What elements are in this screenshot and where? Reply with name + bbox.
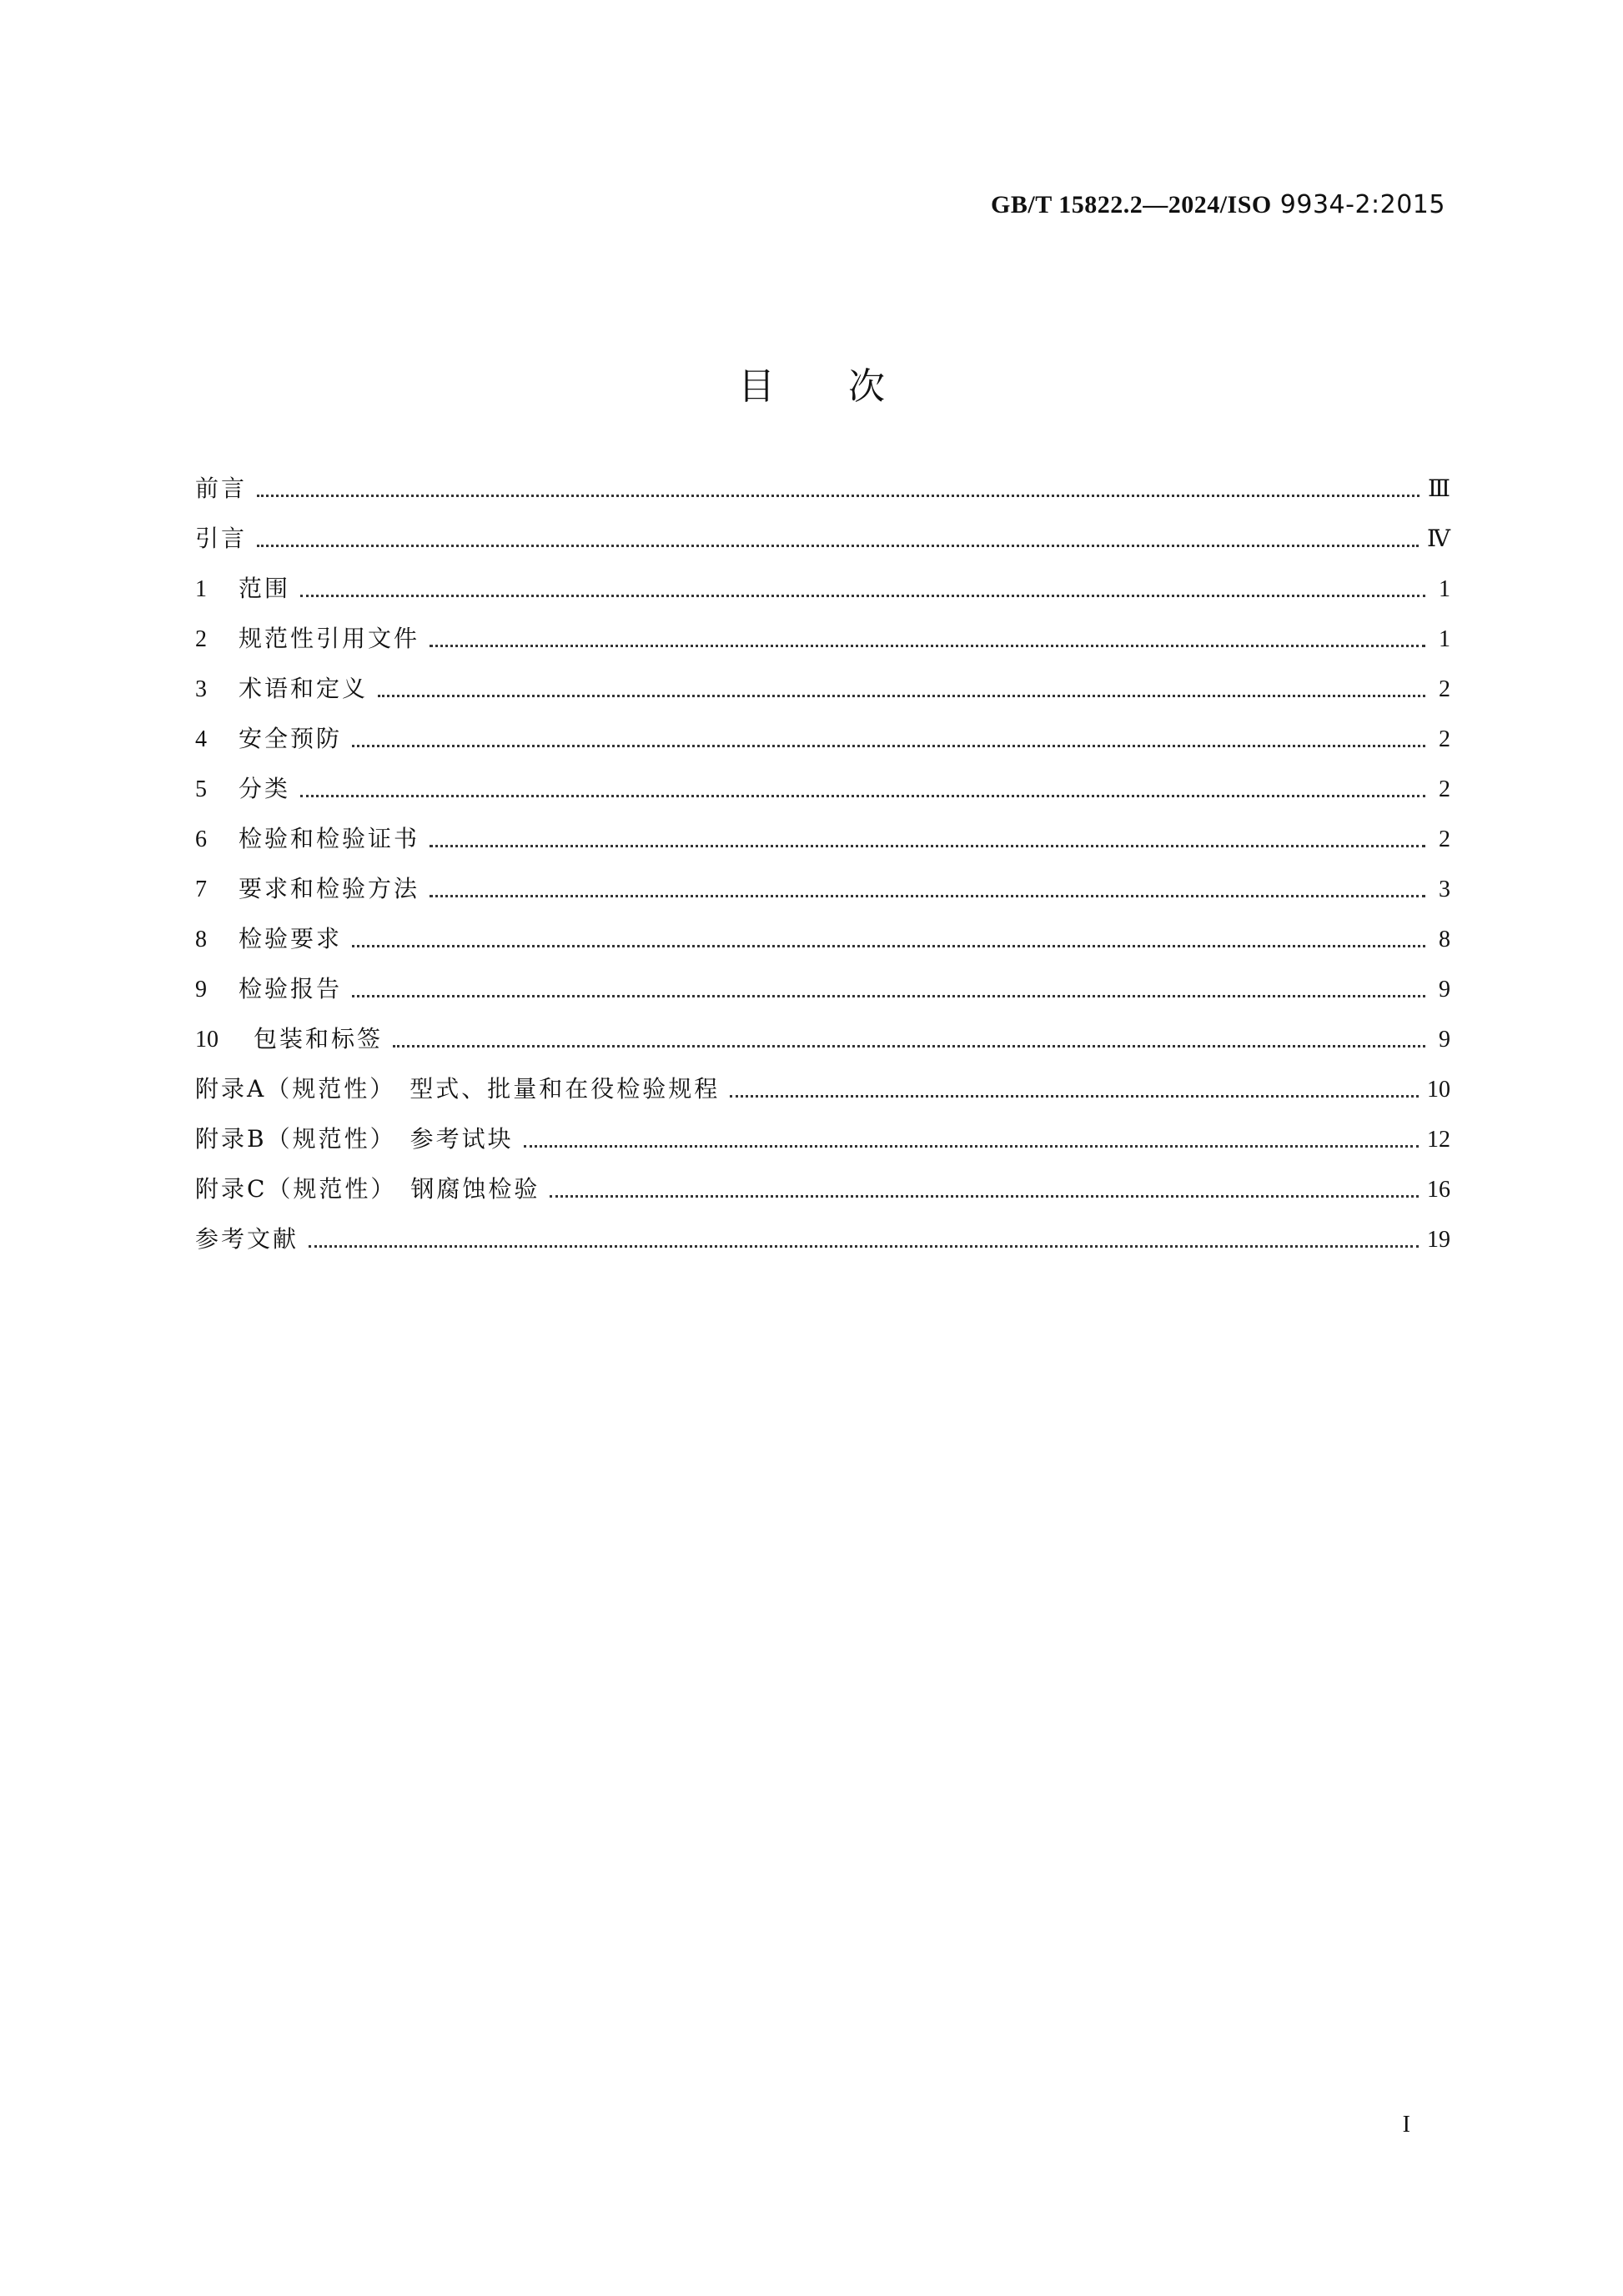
- toc-entry-label: 引言: [195, 525, 248, 552]
- toc-entry-label: 检验报告: [239, 975, 343, 1002]
- toc-entry-9[interactable]: [195, 964, 1450, 1014]
- toc-leader-dots: [257, 528, 1419, 547]
- toc-entry-page: 9: [1439, 1027, 1450, 1053]
- toc-leader-dots: [524, 1128, 1419, 1148]
- toc-entry-bibliography[interactable]: [195, 1214, 1450, 1264]
- toc-entry-3[interactable]: [195, 664, 1450, 714]
- toc-leader-dots: [430, 878, 1425, 897]
- toc-entry-6[interactable]: [195, 814, 1450, 864]
- toc-leader-dots: [257, 478, 1419, 497]
- toc-entry-page: 19: [1427, 1227, 1450, 1253]
- toc-entry-4[interactable]: [195, 714, 1450, 764]
- standard-code-tail: 9934-2:2015: [1271, 190, 1445, 219]
- toc-entry-page: 1: [1439, 576, 1450, 602]
- toc-entry-page: 9: [1439, 977, 1450, 1002]
- toc-entry-number: 9: [195, 977, 207, 1002]
- toc-entry-label: 术语和定义: [239, 675, 369, 702]
- toc-entry-page: 2: [1439, 676, 1450, 702]
- toc-entry-label: 附录B（规范性） 参考试块: [195, 1125, 514, 1153]
- toc-leader-dots: [352, 928, 1425, 947]
- toc-entry-page: Ⅳ: [1427, 526, 1450, 552]
- toc-entry-label: 参考文献: [195, 1225, 299, 1253]
- toc-entry-label: 分类: [239, 775, 291, 802]
- toc-entry-foreword[interactable]: [195, 464, 1450, 514]
- toc-leader-dots: [352, 728, 1425, 747]
- toc-entry-label: 检验和检验证书: [239, 825, 420, 852]
- toc-entry-label: 安全预防: [239, 725, 343, 752]
- toc-entry-page: 10: [1427, 1077, 1450, 1103]
- toc-entry-10[interactable]: [195, 1014, 1450, 1064]
- toc-entry-number: 6: [195, 826, 207, 852]
- toc-entry-page: 2: [1439, 826, 1450, 852]
- toc-entry-number: 2: [195, 626, 207, 652]
- toc-entry-introduction[interactable]: [195, 514, 1450, 564]
- toc-leader-dots: [550, 1178, 1419, 1198]
- toc-entry-annex-b[interactable]: [195, 1114, 1450, 1164]
- toc-entry-label: 前言: [195, 475, 248, 502]
- toc-entry-number: 3: [195, 676, 207, 702]
- toc-entry-5[interactable]: [195, 764, 1450, 814]
- toc-entry-page: 3: [1439, 877, 1450, 902]
- toc-entry-page: 2: [1439, 726, 1450, 752]
- standard-header: [991, 190, 1445, 219]
- toc-leader-dots: [300, 778, 1425, 797]
- toc-entry-page: 8: [1439, 927, 1450, 952]
- toc-entry-page: 1: [1439, 626, 1450, 652]
- toc-entry-annex-a[interactable]: [195, 1064, 1450, 1114]
- toc-leader-dots: [352, 978, 1425, 997]
- page-number: I: [1402, 2112, 1410, 2138]
- toc-entry-annex-c[interactable]: [195, 1164, 1450, 1214]
- toc-entry-label: 要求和检验方法: [239, 875, 420, 902]
- toc-leader-dots: [393, 1028, 1425, 1048]
- toc-entry-page: 16: [1427, 1177, 1450, 1203]
- toc-entry-number: 8: [195, 927, 207, 952]
- toc-leader-dots: [430, 628, 1425, 647]
- toc-entry-label: 附录A（规范性） 型式、批量和在役检验规程: [195, 1075, 721, 1103]
- toc-entry-page: 12: [1427, 1127, 1450, 1153]
- toc-leader-dots: [309, 1228, 1419, 1248]
- toc-entry-label: 附录C（规范性） 钢腐蚀检验: [195, 1175, 540, 1203]
- toc-entry-8[interactable]: [195, 914, 1450, 964]
- toc-entry-label: 范围: [239, 575, 291, 602]
- toc-entry-2[interactable]: [195, 614, 1450, 664]
- toc-entry-page: Ⅲ: [1427, 476, 1450, 502]
- standard-code: GB/T 15822.2—2024/ISO: [991, 191, 1272, 219]
- toc-entry-number: 10: [195, 1027, 219, 1053]
- toc-entry-page: 2: [1439, 776, 1450, 802]
- table-of-contents: [195, 464, 1450, 1264]
- toc-entry-number: 1: [195, 576, 207, 602]
- toc-leader-dots: [378, 678, 1425, 697]
- toc-leader-dots: [300, 578, 1425, 597]
- toc-entry-1[interactable]: [195, 564, 1450, 614]
- toc-entry-number: 5: [195, 776, 207, 802]
- toc-entry-label: 检验要求: [239, 925, 343, 952]
- toc-entry-label: 包装和标签: [254, 1025, 384, 1053]
- toc-title: 目次: [738, 365, 958, 409]
- toc-entry-number: 4: [195, 726, 207, 752]
- toc-entry-label: 规范性引用文件: [239, 625, 420, 652]
- toc-entry-number: 7: [195, 877, 207, 902]
- toc-leader-dots: [430, 828, 1425, 847]
- toc-entry-7[interactable]: [195, 864, 1450, 914]
- toc-leader-dots: [730, 1078, 1419, 1098]
